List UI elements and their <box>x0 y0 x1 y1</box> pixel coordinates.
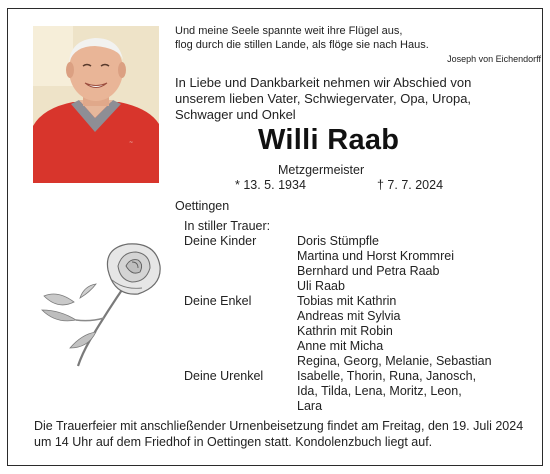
footer-line-1: Die Trauerfeier mit anschließender Urnenbeisetzung findet am Freitag, den 19. Juli 2024 <box>34 419 524 433</box>
name-line: Ida, Tilda, Lena, Moritz, Leon, <box>297 384 462 398</box>
name-line: Uli Raab <box>297 279 345 293</box>
name-line: Tobias mit Kathrin <box>297 294 397 308</box>
name-line: Isabelle, Thorin, Runa, Janosch, <box>297 369 477 383</box>
quote-line-2: flog durch die stillen Lande, als flöge sie nach Haus. <box>175 39 429 51</box>
quote-author: Joseph von Eichendorff <box>447 54 541 64</box>
intro-line-3: Schwager und Onkel <box>175 107 296 122</box>
mourners-heading: In stiller Trauer: <box>184 219 271 233</box>
name-line: Lara <box>297 399 323 413</box>
name-line: Anne mit Micha <box>297 339 384 353</box>
deceased-place: Oettingen <box>175 199 230 213</box>
portrait-photo <box>33 26 159 183</box>
rose-illustration <box>38 240 168 370</box>
name-line: Andreas mit Sylvia <box>297 309 401 323</box>
group-label-grandchildren: Deine Enkel <box>184 294 252 308</box>
footer-line-2: um 14 Uhr auf dem Friedhof in Oettingen statt. Kondolenzbuch liegt auf. <box>34 435 433 449</box>
birth-date: * 13. 5. 1934 <box>235 178 306 192</box>
quote-line-1: Und meine Seele spannte weit ihre Flügel aus, <box>175 25 403 37</box>
deceased-name: Willi Raab <box>258 124 400 156</box>
group-label-great-grandchildren: Deine Urenkel <box>184 369 264 383</box>
svg-text:~: ~ <box>129 140 134 146</box>
intro-line-2: unserem lieben Vater, Schwiegervater, Opa, Uropa, <box>175 91 472 106</box>
name-line: Kathrin mit Robin <box>297 324 393 338</box>
name-line: Martina und Horst Krommrei <box>297 249 454 263</box>
deceased-profession: Metzgermeister <box>278 163 365 177</box>
death-date: † 7. 7. 2024 <box>377 178 444 192</box>
name-line: Bernhard und Petra Raab <box>297 264 440 278</box>
name-line: Doris Stümpfle <box>297 234 379 248</box>
intro-line-1: In Liebe und Dankbarkeit nehmen wir Abschied von <box>175 75 472 90</box>
group-label-children: Deine Kinder <box>184 234 257 248</box>
name-line: Regina, Georg, Melanie, Sebastian <box>297 354 492 368</box>
